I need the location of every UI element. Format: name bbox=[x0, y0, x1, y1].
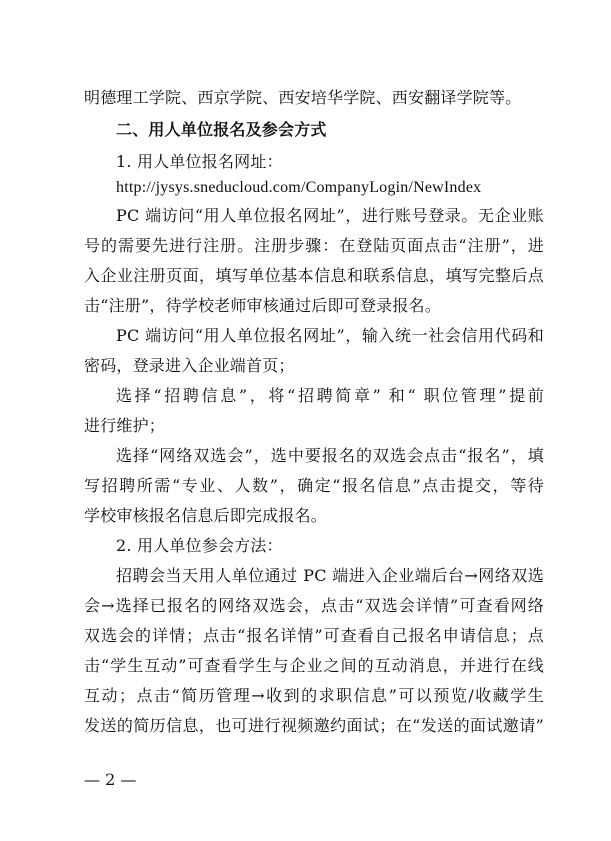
text-line: 明德理工学院、西京学院、西安培华学院、西安翻译学院等。 bbox=[84, 88, 522, 107]
text-line: 选择“招聘信息”，将“招聘简章” 和“ 职位管理”提前 bbox=[116, 386, 544, 405]
text-line: 入企业注册页面，填写单位基本信息和联系信息，填写完整后点 bbox=[84, 266, 544, 285]
text-line: 密码，登录进入企业端首页； bbox=[84, 356, 295, 375]
url-link[interactable]: http://jysys.sneducloud.com/CompanyLogin/NewIndex bbox=[116, 179, 482, 196]
page-number: — 2 — bbox=[84, 770, 137, 789]
text-line: 进行维护； bbox=[84, 416, 166, 435]
text-line: 选择“网络双选会”，选中要报名的双选会点击“报名”，填 bbox=[116, 446, 544, 465]
text-line: PC 端访问“用人单位报名网址”，进行账号登录。无企业账 bbox=[116, 206, 544, 225]
text-line: 发送的简历信息，也可进行视频邀约面试；在“发送的面试邀请” bbox=[84, 716, 544, 735]
text-line: 互动；点击“简历管理→收到的求职信息”可以预览/收藏学生 bbox=[84, 686, 544, 705]
text-line: 击“学生互动”可查看学生与企业之间的互动消息，并进行在线 bbox=[84, 656, 544, 675]
text-line: 学校审核报名信息后即完成报名。 bbox=[84, 506, 328, 525]
text-line: 击“注册”，待学校老师审核通过后即可登录报名。 bbox=[84, 296, 441, 315]
text-line: 双选会的详情；点击“报名详情”可查看自己报名申请信息；点 bbox=[84, 626, 544, 645]
subsection-heading: 1. 用人单位报名网址： bbox=[116, 152, 283, 171]
text-line: 号的需要先进行注册。注册步骤：在登陆页面点击“注册”，进 bbox=[84, 236, 544, 255]
text-line: 写招聘所需“专业、人数”，确定“报名信息”点击提交，等待 bbox=[84, 476, 544, 495]
text-line: 会→选择已报名的网络双选会，点击“双选会详情”可查看网络 bbox=[84, 596, 544, 615]
subsection-heading: 2. 用人单位参会方法： bbox=[116, 536, 283, 555]
text-line: PC 端访问“用人单位报名网址”，输入统一社会信用代码和 bbox=[116, 326, 544, 345]
text-line: 招聘会当天用人单位通过 PC 端进入企业端后台→网络双选 bbox=[116, 566, 544, 585]
section-heading: 二、用人单位报名及参会方式 bbox=[116, 120, 327, 139]
